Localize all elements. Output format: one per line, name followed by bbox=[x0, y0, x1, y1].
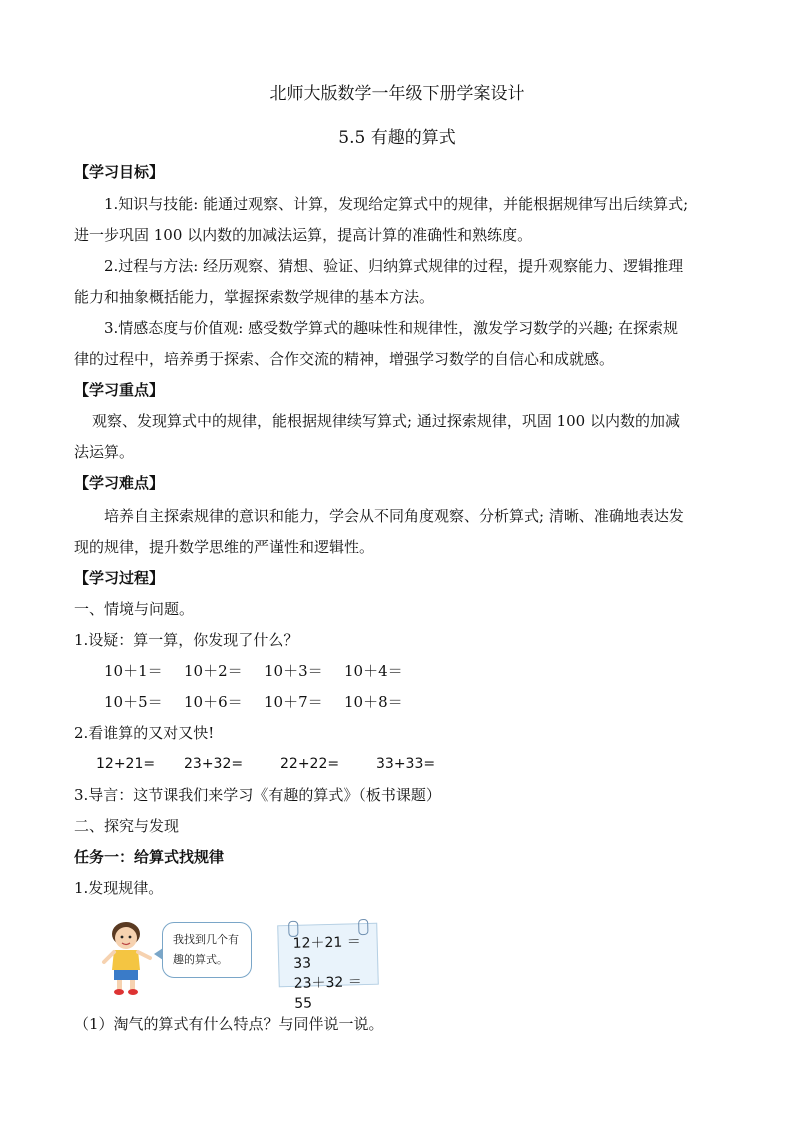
key-points-line-2: 法运算。 bbox=[74, 443, 135, 461]
equation: 10＋7＝ bbox=[264, 693, 323, 711]
equation: 23+32= bbox=[184, 756, 244, 772]
difficulties-heading: 【学习难点】 bbox=[74, 474, 165, 492]
equation: 10＋3＝ bbox=[264, 662, 323, 680]
objective-3-line-2: 律的过程中，培养勇于探索、合作交流的精神，增强学习数学的自信心和成就感。 bbox=[74, 350, 615, 368]
equation: 10＋1＝ bbox=[104, 662, 163, 680]
objective-1-line-2: 进一步巩固 100 以内数的加减法运算，提高计算的准确性和熟练度。 bbox=[74, 226, 533, 244]
objectives-heading: 【学习目标】 bbox=[74, 163, 165, 181]
document-title: 北师大版数学一年级下册学案设计 bbox=[269, 84, 525, 104]
equation: 10＋6＝ bbox=[184, 693, 243, 711]
note-equation-1: 12＋21 ＝33 bbox=[292, 934, 361, 972]
equation-note-card bbox=[277, 923, 379, 1012]
note-equation-2: 23＋32 ＝55 bbox=[293, 974, 363, 1012]
difficulties-line-1: 培养自主探索规律的意识和能力，学会从不同角度观察、分析算式; 清晰、准确地表达发 bbox=[104, 507, 684, 525]
objective-1-line-1: 1.知识与技能: 能通过观察、计算，发现给定算式中的规律，并能根据规律写出后续算式; bbox=[104, 195, 689, 213]
key-points-line-1: 观察、发现算式中的规律，能根据规律续写算式; 通过探索规律，巩固 100 以内数的加减 bbox=[92, 412, 680, 430]
equation: 10＋5＝ bbox=[104, 693, 163, 711]
objective-2-line-1: 2.过程与方法: 经历观察、猜想、验证、归纳算式规律的过程，提升观察能力、逻辑推理 bbox=[104, 257, 684, 275]
equation-row-1 bbox=[104, 661, 424, 681]
clip-icon bbox=[288, 921, 298, 937]
speech-bubble-line-1: 我找到几个有 bbox=[173, 933, 239, 946]
equation: 10＋2＝ bbox=[184, 662, 243, 680]
question-1: 1.设疑：算一算，你发现了什么？ bbox=[74, 631, 299, 649]
speech-bubble bbox=[162, 922, 252, 978]
sub-question-1: （1）淘气的算式有什么特点？与同伴说一说。 bbox=[74, 1015, 384, 1033]
clip-icon bbox=[358, 919, 368, 935]
question-2: 2.看谁算的又对又快! bbox=[74, 724, 215, 742]
equation: 10＋4＝ bbox=[344, 662, 403, 680]
objective-2-line-2: 能力和抽象概括能力，掌握探索数学规律的基本方法。 bbox=[74, 288, 435, 306]
question-3: 3.导言：这节课我们来学习《有趣的算式》（板书课题） bbox=[74, 786, 441, 804]
task-1-title: 任务一：给算式找规律 bbox=[74, 848, 225, 866]
boy-character-icon bbox=[100, 918, 156, 998]
find-pattern-label: 1.发现规律。 bbox=[74, 879, 164, 897]
equation: 10＋8＝ bbox=[344, 693, 403, 711]
equation-row-3 bbox=[96, 754, 466, 774]
section-2-title: 二、探究与发现 bbox=[74, 817, 180, 835]
equation: 12+21= bbox=[96, 756, 156, 772]
equation: 22+22= bbox=[280, 756, 340, 772]
equation: 33+33= bbox=[376, 756, 436, 772]
illustration bbox=[100, 918, 400, 1012]
lesson-title: 5.5 有趣的算式 bbox=[338, 128, 456, 148]
difficulties-line-2: 现的规律，提升数学思维的严谨性和逻辑性。 bbox=[74, 538, 375, 556]
section-1-title: 一、情境与问题。 bbox=[74, 600, 195, 618]
speech-bubble-line-2: 趣的算式。 bbox=[173, 953, 228, 966]
process-heading: 【学习过程】 bbox=[74, 569, 165, 587]
equation-row-2 bbox=[104, 692, 424, 712]
key-points-heading: 【学习重点】 bbox=[74, 381, 165, 399]
objective-3-line-1: 3.情感态度与价值观: 感受数学算式的趣味性和规律性，激发学习数学的兴趣; 在探索规 bbox=[104, 319, 678, 337]
